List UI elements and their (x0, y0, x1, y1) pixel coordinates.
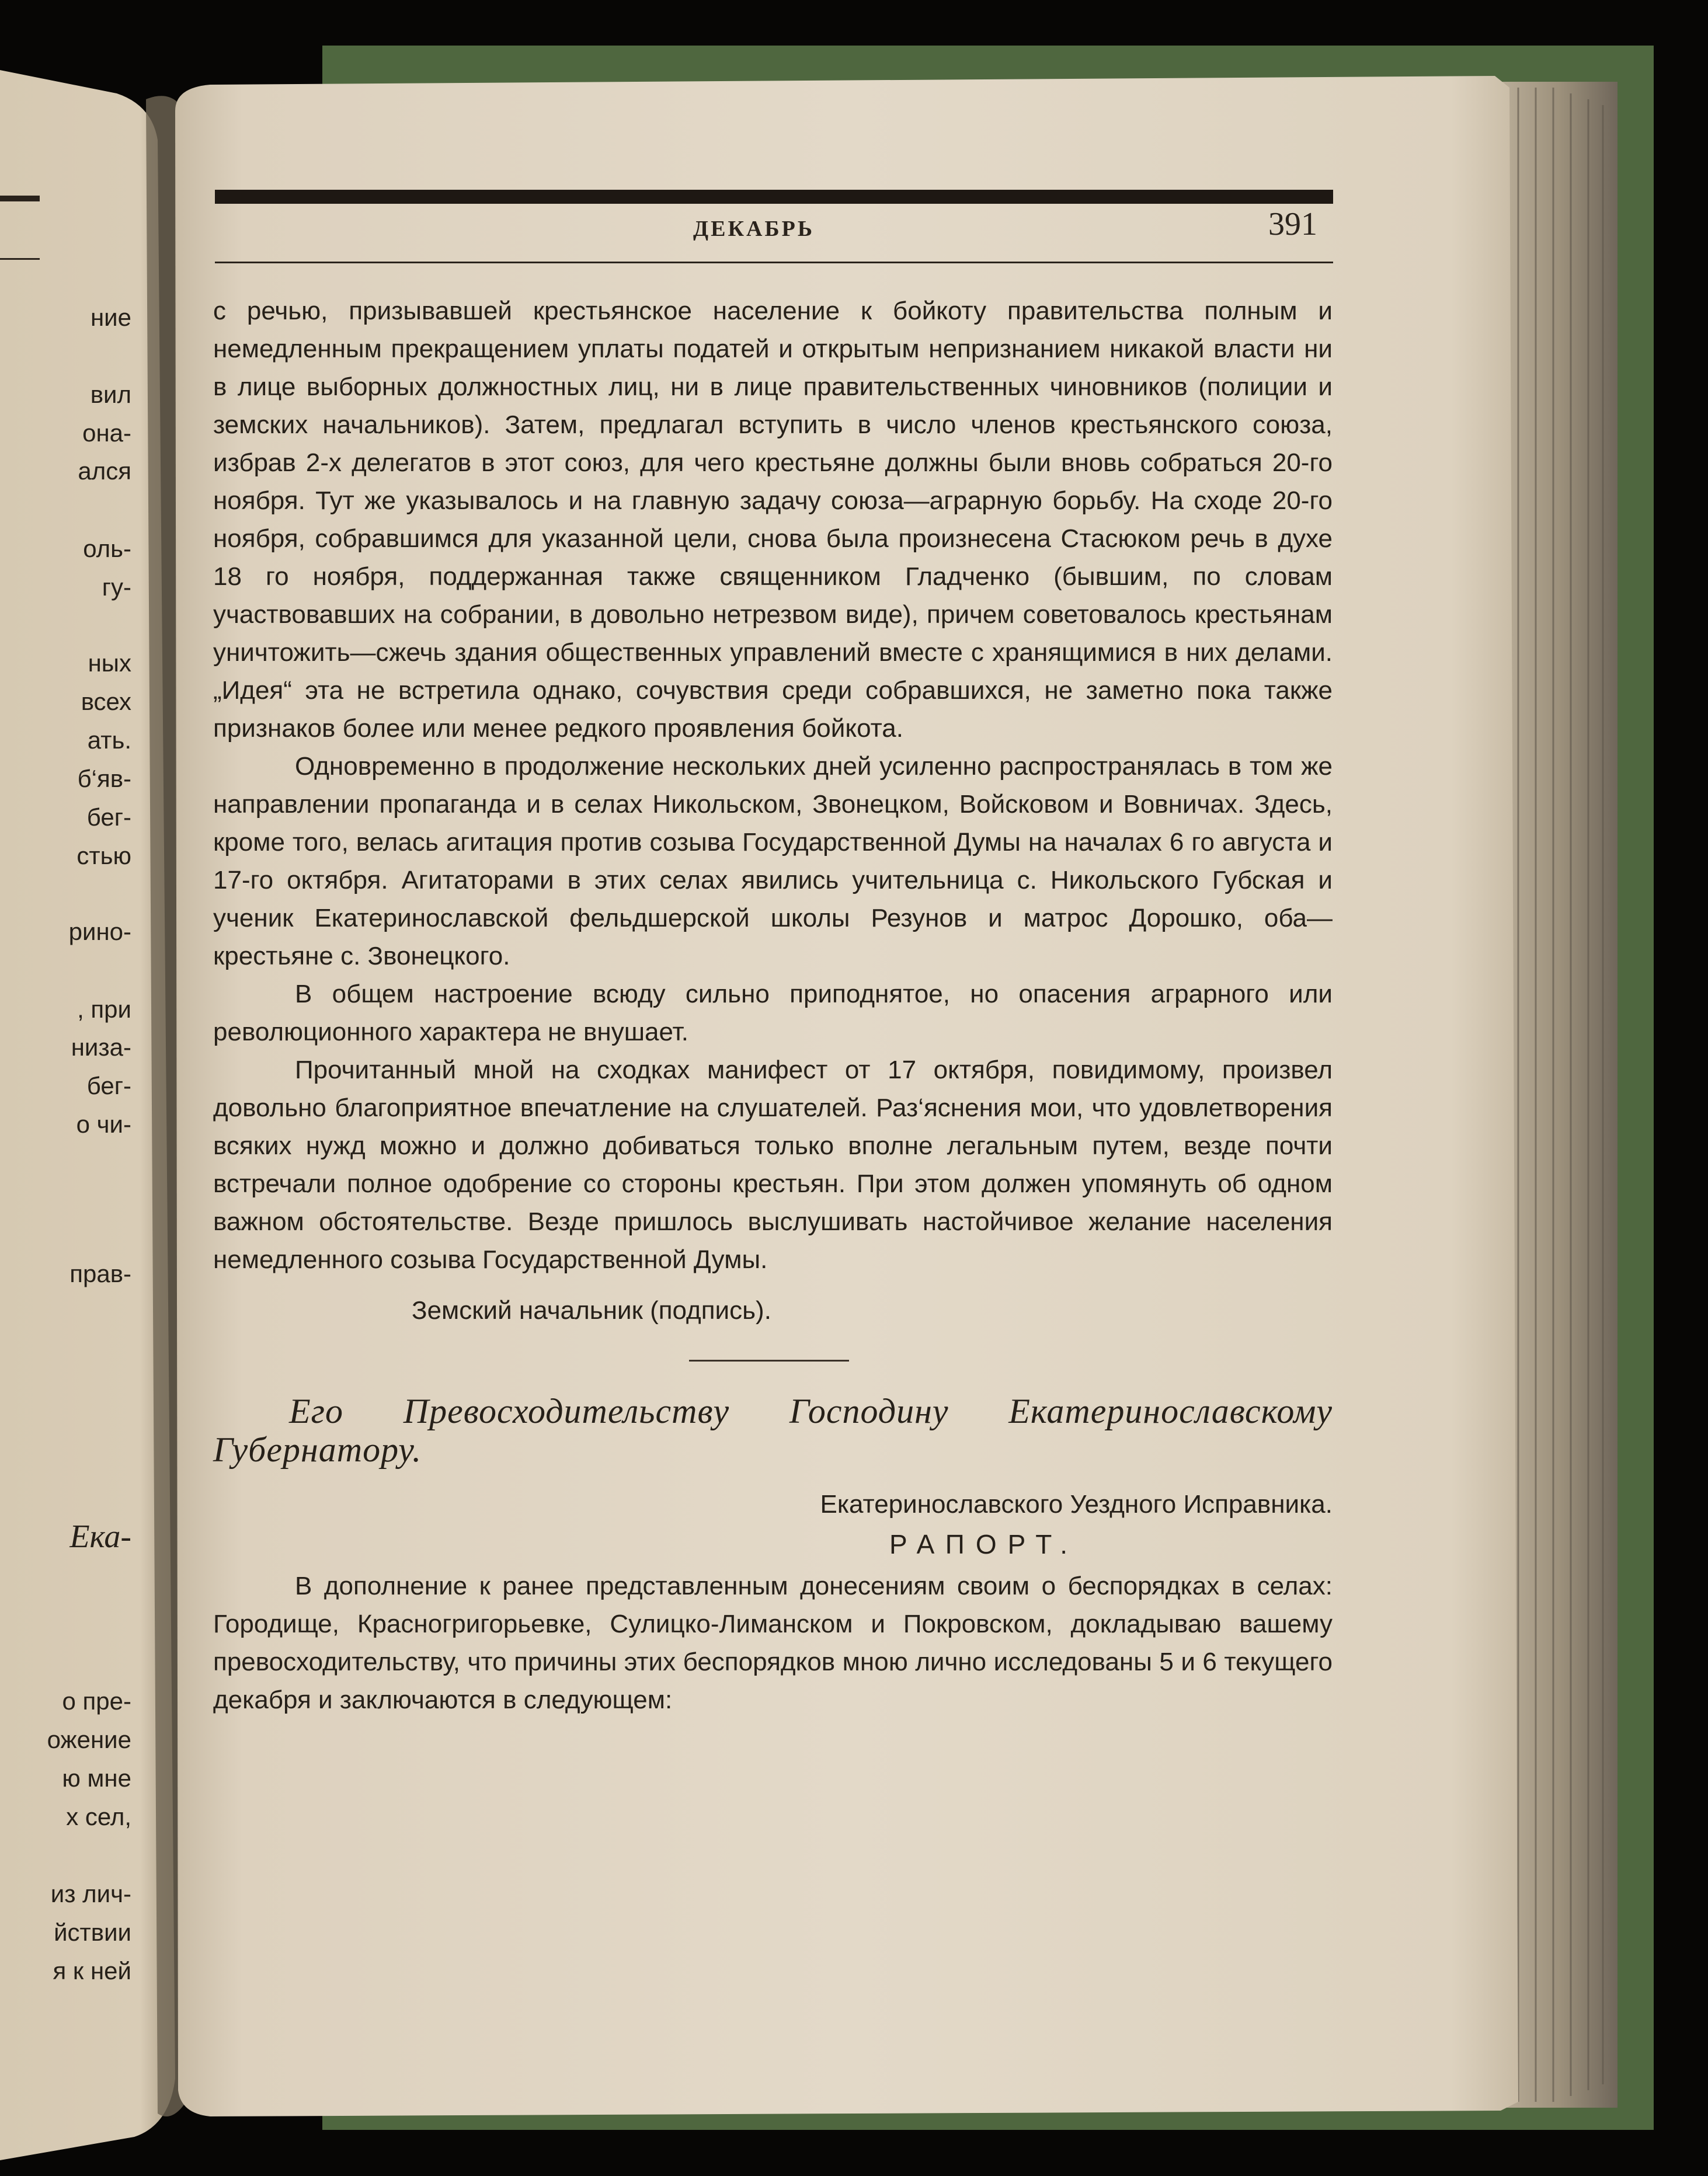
document-type-title: РАПОРТ. (889, 1529, 1079, 1559)
left-fragment: стью (76, 842, 131, 869)
header-thin-rule (215, 262, 1333, 263)
left-fragment: ние (90, 304, 131, 331)
sender-line: Екатеринославского Уездного Исправника. (820, 1490, 1333, 1519)
left-fragment: ю мне (62, 1764, 131, 1792)
left-fragment: гу- (102, 573, 131, 601)
left-fragment: ожение (47, 1726, 131, 1753)
page-number: 391 (1268, 206, 1317, 242)
left-fragment: ать. (87, 726, 131, 754)
addressee-heading: Его Превосходительству Господину Екатеринославскому Губернатору. (213, 1392, 1333, 1469)
left-fragment: Ека- (69, 1519, 131, 1555)
paragraph: с речью, призывавшей крестьянское население к бойкоту правительства полным и немедленным прекращением уплаты податей и открытым непризнанием никакой власти ни в лице выборных должностных лиц, ни в лице правительственных чиновников (полиции и земских начальников). Затем, предлагал вступить в число членов крестьянского союза, избрав 2-х делегатов в этот союз, для чего крестьяне должны были вновь собраться 20-го ноября. Тут же указывалось и на главную задачу союза—аграрную борьбу. На сходе 20-го ноября, собравшимся для указанной цели, снова была произнесена Стасюком речь в духе 18 го ноября, поддержанная также священником Гладченко (бывшим, по словам участвовавших на собрании, в довольно нетрезвом виде), причем советовалось крестьянам уничтожить—сжечь здания общественных управлений вместе с хранящимися в них делами. „Идея“ эта не встретила однако, сочувствия среди собравшихся, не заметно пока также признаков более или менее редкого проявления бойкота. (213, 297, 1333, 743)
page-body (213, 292, 1333, 1719)
left-fragment: я к ней (53, 1957, 131, 1984)
left-fragment: прав- (69, 1260, 131, 1287)
running-header-title: ДЕКАБРЬ (693, 217, 815, 241)
left-fragment: х сел, (66, 1803, 131, 1830)
left-fragment: ных (88, 649, 131, 677)
left-fragment: вил (90, 381, 131, 408)
paragraph: В общем настроение всюду сильно приподнятое, но опасения аграрного или революционного характера не внушает. (213, 980, 1333, 1046)
header-thick-rule (215, 190, 1333, 204)
left-page-rule-thin (0, 258, 40, 260)
left-fragment: оль- (83, 535, 131, 562)
left-fragment: всех (81, 688, 131, 715)
left-fragment: рино- (68, 918, 131, 945)
left-fragment: ался (78, 457, 131, 485)
left-fragment: б‘яв- (77, 765, 131, 792)
section-divider (689, 1360, 849, 1362)
left-page-rule (0, 196, 40, 201)
left-fragment: о чи- (76, 1110, 131, 1138)
signature-line: Земский начальник (подпись). (412, 1296, 771, 1325)
left-page-text-fragments (0, 292, 131, 1985)
left-fragment: она- (82, 419, 131, 447)
left-fragment: о пре- (62, 1687, 131, 1715)
left-fragment: бег- (86, 1072, 131, 1099)
paragraph: Прочитанный мной на сходках манифест от 17 октября, повидимому, произвел довольно благоприятное впечатление на слушателей. Раз‘яснения мои, что удовлетворения всяких нужд можно и должно добиваться только вполне легальным путем, везде почти встречали полное одобрение со стороны крестьян. При этом должен упомянуть об одном важном обстоятельстве. Везде пришлось выслушивать настойчивое желание населения немедленного созыва Государственной Думы. (213, 1056, 1333, 1274)
left-fragment: , при (77, 995, 131, 1023)
paragraph: В дополнение к ранее представленным донесениям своим о беспорядках в селах: Городище, Красногригорьевке, Сулицко-Лиманском и Покровском, докладываю вашему превосходительству, что причины этих беспорядков мною лично исследованы 5 и 6 текущего декабря и заключаются в следующем: (213, 1572, 1333, 1714)
left-fragment: низа- (71, 1033, 131, 1061)
left-fragment: йствии (54, 1919, 131, 1946)
left-fragment: бег- (86, 803, 131, 831)
paragraph: Одновременно в продолжение нескольких дней усиленно распространялась в том же направлении пропаганда и в селах Никольском, Звонецком, Войсковом и Вовничах. Здесь, кроме того, велась агитация против созыва Государственной Думы на началах 6 го августа и 17-го октября. Агитаторами в этих селах явились учительница с. Никольского Губская и ученик Екатеринославской фельдшерской школы Резунов и матрос Дорошко, оба—крестьяне с. Звонецкого. (213, 752, 1333, 970)
left-fragment: из лич- (50, 1880, 131, 1907)
